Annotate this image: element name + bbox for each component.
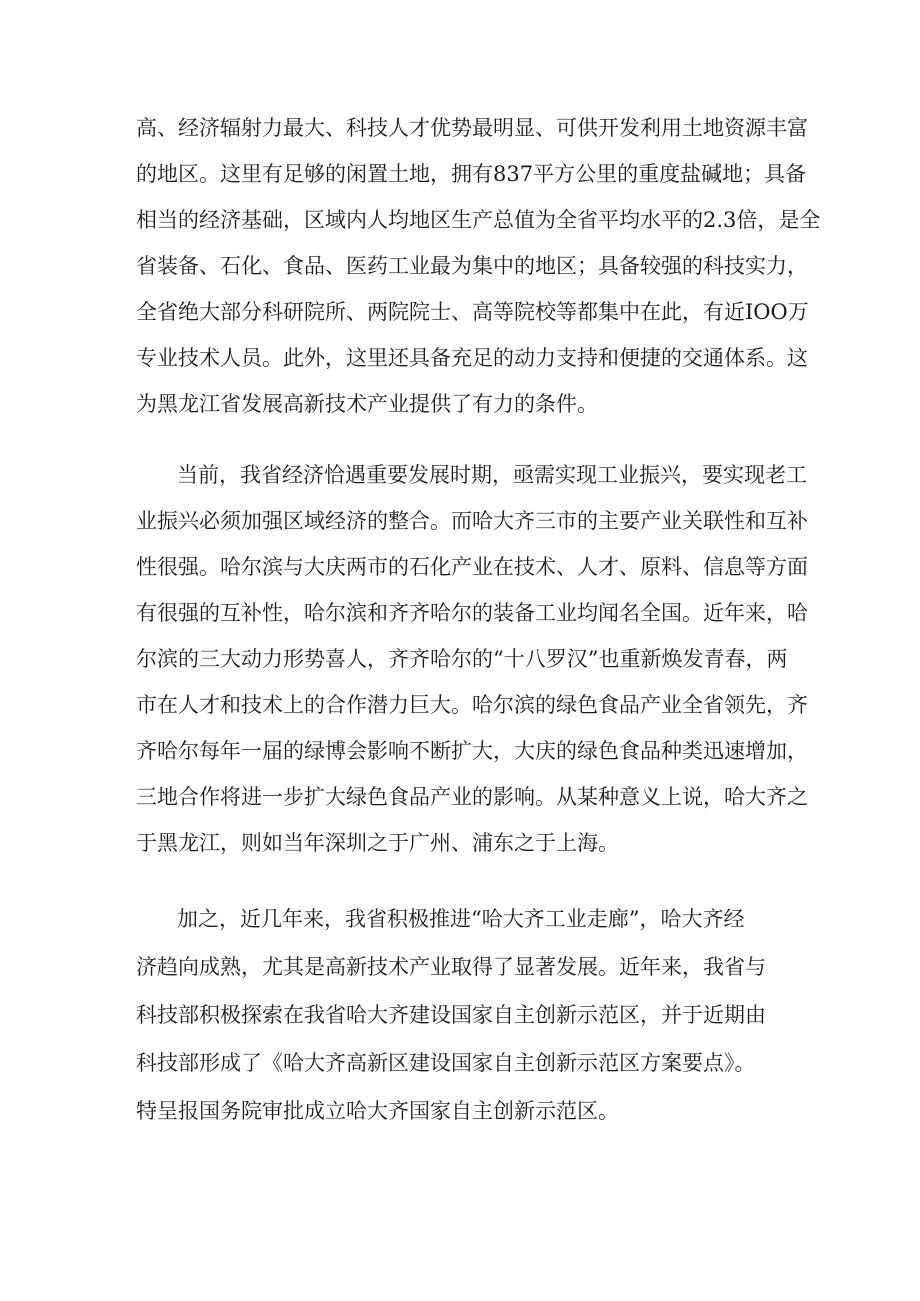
paragraph-2-line-4: 有很强的互补性，哈尔滨和齐齐哈尔的装备工业均闻名全国。近年来，哈 [136, 601, 808, 625]
paragraph-2-line-7: 齐哈尔每年一届的绿博会影响不断扩大，大庆的绿色食品种类迅速增加， [136, 739, 808, 763]
paragraph-3-line-1: 加之，近几年来，我省积极推进“哈大齐工业走廊”，哈大齐经 [177, 907, 745, 931]
paragraph-2-line-6: 市在人才和技术上的合作潜力巨大。哈尔滨的绿色食品产业全省领先，齐 [136, 693, 808, 717]
paragraph-1-line-6: 专业技术人员。此外，这里还具备充足的动力支持和便捷的交通体系。这 [136, 346, 808, 370]
paragraph-2-line-3: 性很强。哈尔滨与大庆两市的石化产业在技术、人才、原料、信息等方面 [136, 555, 808, 579]
paragraph-1-line-7: 为黑龙江省发展高新技术产业提供了有力的条件。 [136, 392, 598, 416]
paragraph-2-line-1: 当前，我省经济恰遇重要发展时期，亟需实现工业振兴，要实现老工 [177, 463, 807, 487]
paragraph-2-line-2: 业振兴必须加强区域经济的整合。而哈大齐三市的主要产业关联性和互补 [136, 509, 808, 533]
paragraph-3-line-5: 特呈报国务院审批成立哈大齐国家自主创新示范区。 [136, 1099, 619, 1123]
paragraph-2-line-5: 尔滨的三大动力形势喜人，齐齐哈尔的“十八罗汉”也重新焕发青春，两 [136, 647, 788, 671]
paragraph-1-line-5: 全省绝大部分科研院所、两院院士、高等院校等都集中在此，有近IOO万 [136, 300, 809, 324]
paragraph-2-line-8: 三地合作将进一步扩大绿色食品产业的影响。从某种意义上说，哈大齐之 [136, 785, 808, 809]
paragraph-1-line-3: 相当的经济基础，区域内人均地区生产总值为全省平均水平的2.3倍，是全 [136, 208, 821, 232]
paragraph-3-line-3: 科技部积极探索在我省哈大齐建设国家自主创新示范区，并于近期由 [136, 1003, 766, 1027]
paragraph-1-line-2: 的地区。这里有足够的闲置土地，拥有837平方公里的重度盐碱地；具备 [136, 162, 807, 186]
paragraph-1-line-1: 高、经济辐射力最大、科技人才优势最明显、可供开发利用土地资源丰富 [136, 116, 808, 140]
paragraph-3-line-4: 科技部形成了《哈大齐高新区建设国家自主创新示范区方案要点》。 [136, 1051, 756, 1075]
paragraph-1-line-4: 省装备、石化、食品、医药工业最为集中的地区；具备较强的科技实力， [136, 254, 808, 278]
paragraph-2-line-9: 于黑龙江，则如当年深圳之于广州、浦东之于上海。 [136, 831, 619, 855]
paragraph-3-line-2: 济趋向成熟，尤其是高新技术产业取得了显著发展。近年来，我省与 [136, 955, 766, 979]
